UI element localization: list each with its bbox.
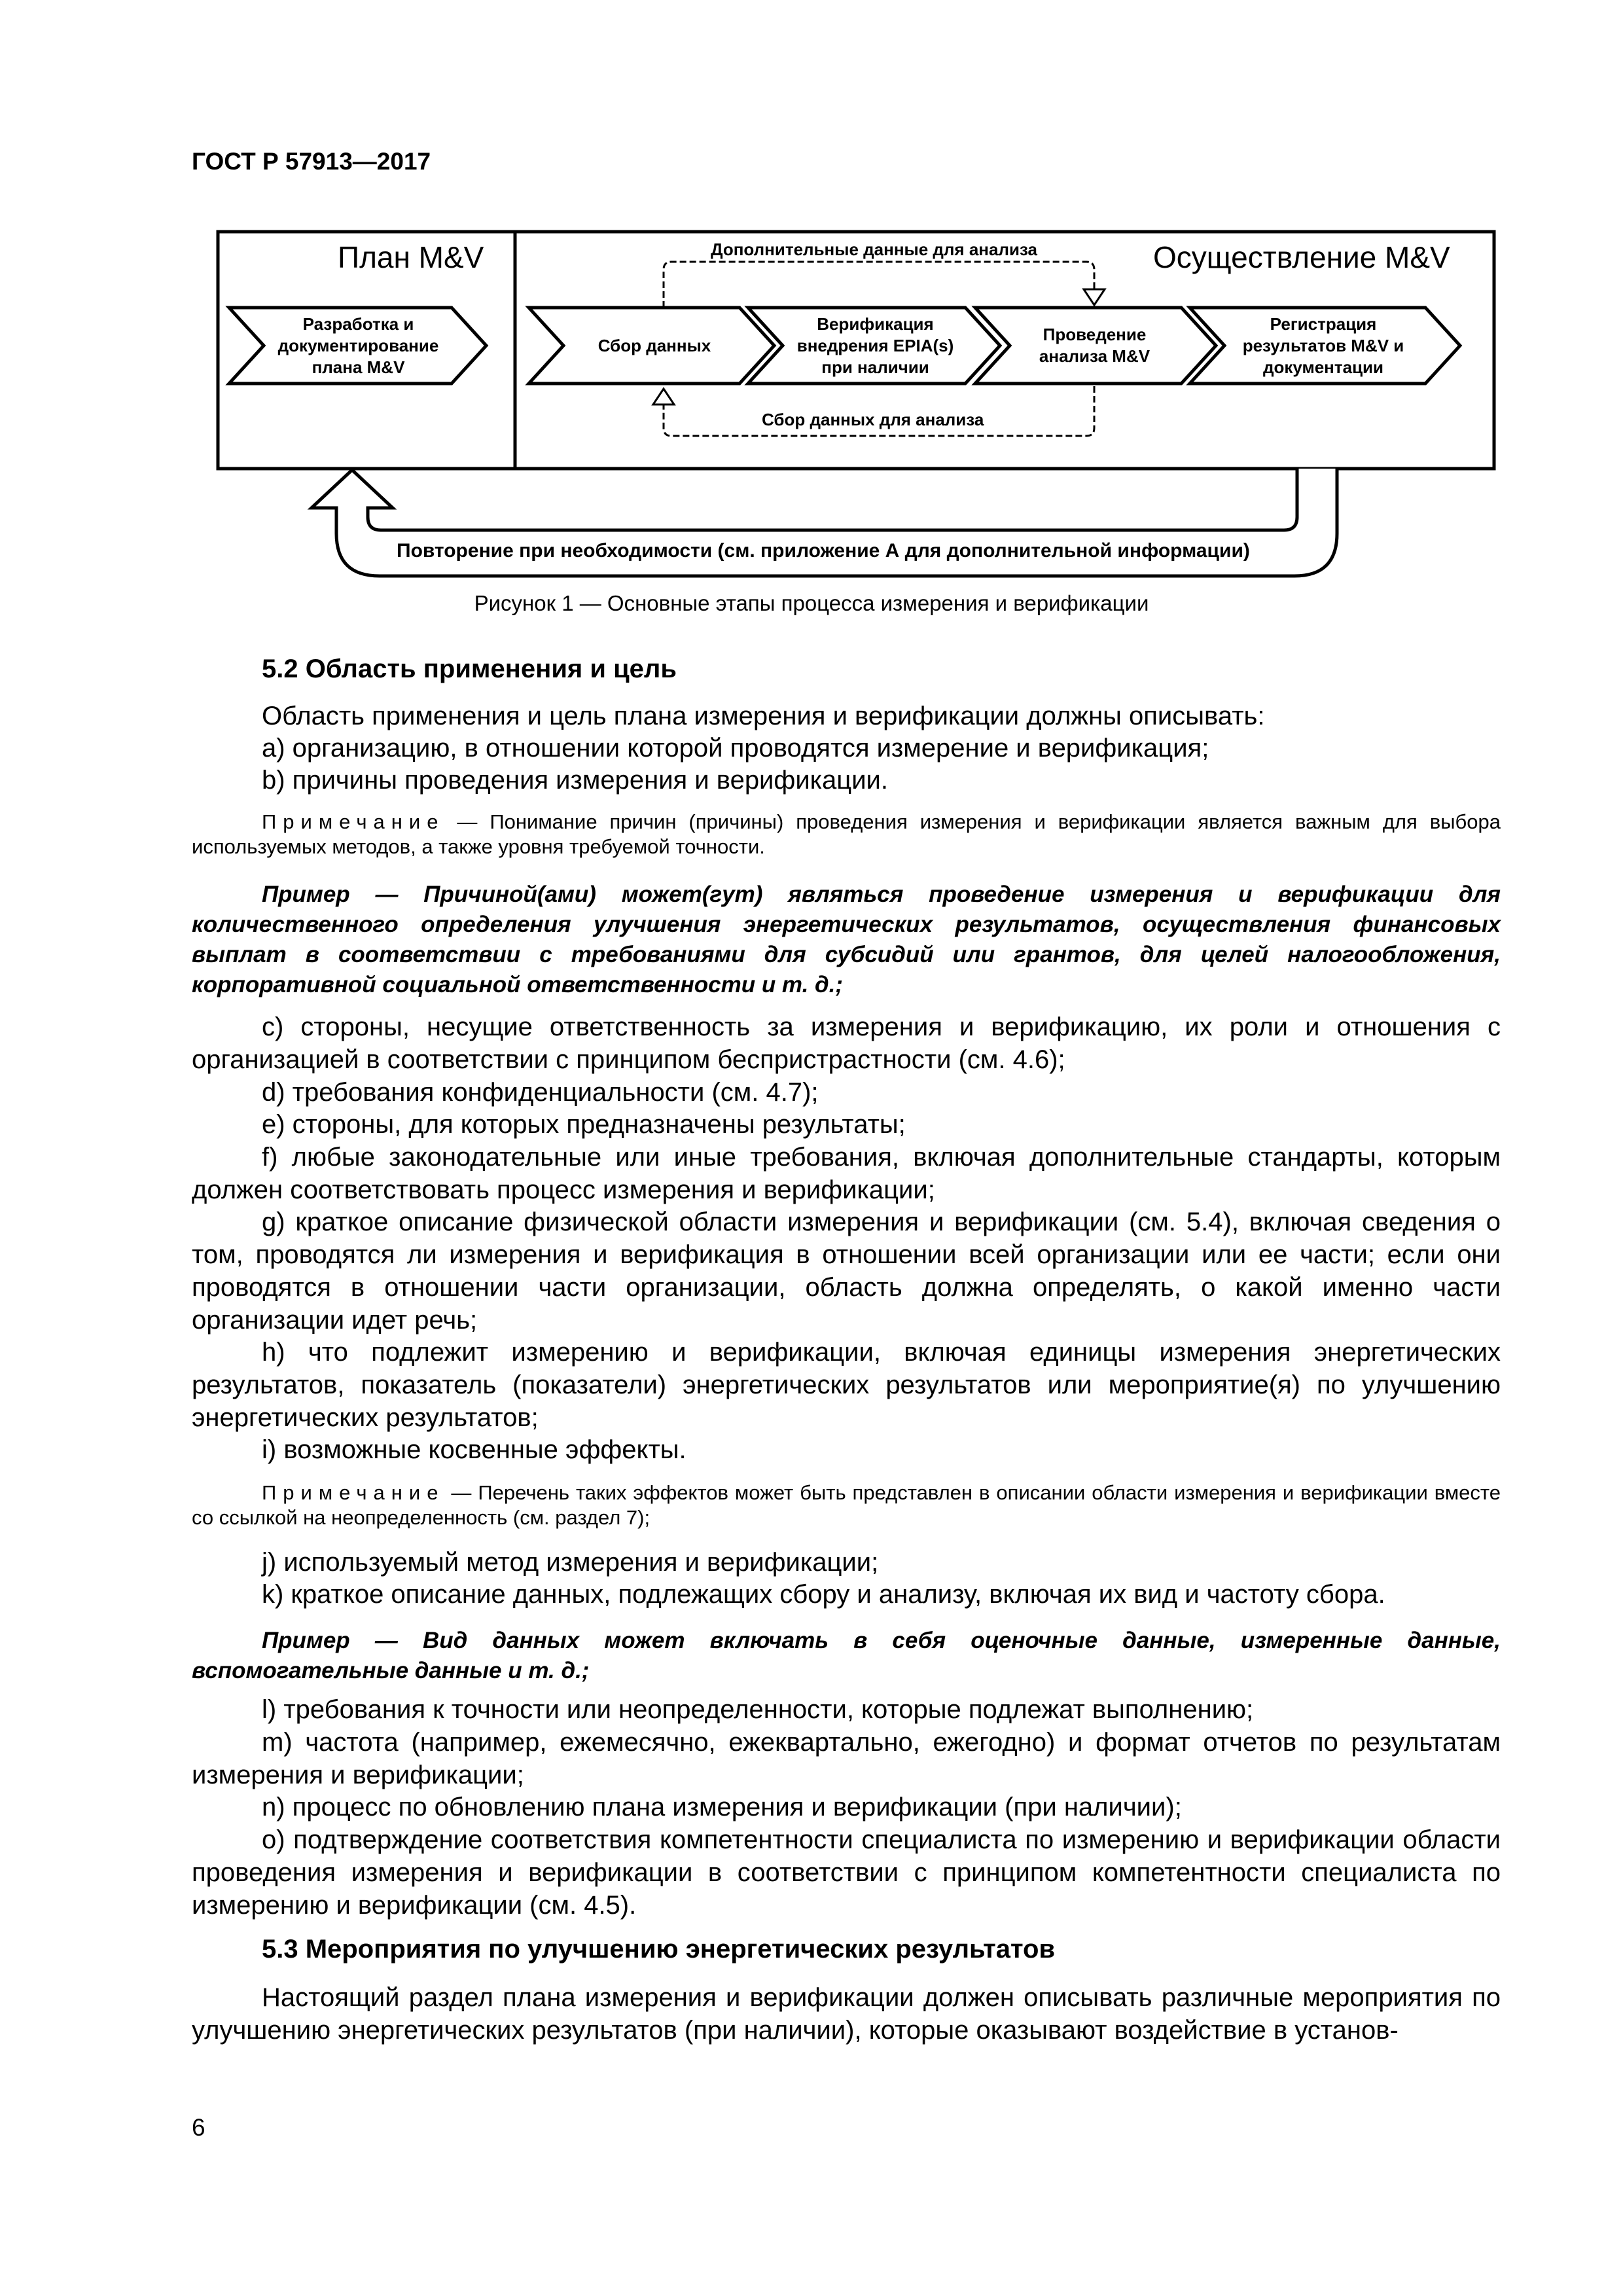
note-2 [192, 1480, 1501, 1530]
stage-analysis-label: Проведение анализа M&V [1039, 325, 1150, 366]
note-label: Примечание [262, 1481, 445, 1504]
list-item-k: k) краткое описание данных, подлежащих сбору и анализу, включая их вид и частоту сбора. [262, 1580, 1385, 1609]
stage-collect-label: Сбор данных [597, 335, 711, 355]
paragraph-intro: Область применения и цель плана измерения и верификации должны описывать: [262, 702, 1265, 730]
list-item-h: h) что подлежит измерению и верификации, включая единицы измерения энергетических результатов, показатель (показатели) энергетических результатов или мероприятие(я) по улучшению энергетических результатов; [192, 1338, 1501, 1432]
page-number: 6 [192, 2114, 205, 2141]
repeat-label: Повторение при необходимости (см. приложение А для дополнительной информации) [397, 540, 1250, 562]
list-item-i: i) возможные косвенные эффекты. [262, 1435, 687, 1464]
note-text: — Перечень таких эффектов может быть представлен в описании области измерения и верификации вместе со ссылкой на неопределенность (см. раздел 7); [192, 1481, 1501, 1529]
list-item-a: а) организацию, в отношении которой проводятся измерение и верификация; [262, 734, 1209, 762]
section-heading-5-2: 5.2 Область применения и цель [262, 655, 677, 683]
process-figure [0, 0, 1623, 655]
bottom-loop-arrowhead [653, 389, 674, 404]
stage-plan-label: Разработка и документирование плана M&V [277, 314, 439, 377]
list-item-d: d) требования конфиденциальности (см. 4.7); [262, 1078, 819, 1107]
impl-title: Осуществление M&V [1153, 240, 1450, 274]
list-item-c: с) стороны, несущие ответственность за измерения и верификацию, их роли и отношения с организацией в соответствии с принципом беспристрастности (см. 4.6); [192, 1013, 1501, 1074]
bottom-loop-label: Сбор данных для анализа [758, 410, 988, 430]
top-loop-arrowhead [1084, 289, 1105, 305]
top-loop-arrow [664, 262, 1094, 308]
example-1: Пример — Причиной(ами) может(гут) являться проведение измерения и верификации для количественного определения улучшения энергетических результатов, осуществления финансовых выплат в соответствии с требованиями для субсидий или грантов, для целей налогообложения, корпоративной социальной ответственности и т. д.; [192, 882, 1501, 997]
list-item-n: n) процесс по обновлению плана измерения и верификации (при наличии); [262, 1793, 1182, 1821]
plan-title: План M&V [338, 240, 484, 274]
list-item-f: f) любые законодательные или иные требования, включая дополнительные стандарты, которым должен соответствовать процесс измерения и верификации; [192, 1143, 1501, 1204]
stage-verify-label: Верификация внедрения EPIA(s) при наличии [796, 314, 954, 377]
list-item-o: о) подтверждение соответствия компетентности специалиста по измерению и верификации области проведения измерения и верификации в соответствии с принципом компетентности специалиста по измерению и верификации (см. 4.5). [192, 1825, 1501, 1920]
list-item-m: m) частота (например, ежемесячно, ежеквартально, ежегодно) и формат отчетов по результатам измерения и верификации; [192, 1728, 1501, 1789]
top-loop-label: Дополнительные данные для анализа [707, 240, 1041, 260]
note-1 [192, 810, 1501, 859]
note-label: Примечание [262, 810, 445, 833]
list-item-l: l) требования к точности или неопределенности, которые подлежат выполнению; [262, 1695, 1254, 1724]
list-item-b: b) причины проведения измерения и верификации. [262, 766, 888, 795]
list-item-j: j) используемый метод измерения и верификации; [262, 1548, 879, 1577]
section-heading-5-3: 5.3 Мероприятия по улучшению энергетических результатов [262, 1935, 1056, 1964]
example-2: Пример — Вид данных может включать в себя оценочные данные, измеренные данные, вспомогательные данные и т. д.; [192, 1628, 1501, 1683]
note-text: — Понимание причин (причины) проведения измерения и верификации является важным для выбора используемых методов, а также уровня требуемой точности. [192, 810, 1501, 858]
list-item-e: е) стороны, для которых предназначены результаты; [262, 1110, 906, 1139]
paragraph-5-3: Настоящий раздел плана измерения и верификации должен описывать различные мероприятия по улучшению энергетических результатов (при наличии), которые оказывают воздействие в установ- [192, 1983, 1501, 2045]
list-item-g: g) краткое описание физической области измерения и верификации (см. 5.4), включая сведения о том, проводятся ли измерения и верификация в отношении всей организации или ее части; если они проводятся в отношении части организации, область должна определять, о какой именно части организации идет речь; [192, 1208, 1501, 1335]
figure-caption: Рисунок 1 — Основные этапы процесса измерения и верификации [474, 591, 1149, 615]
stage-report-label: Регистрация результатов M&V и документации [1242, 314, 1404, 377]
document-header: ГОСТ Р 57913—2017 [192, 148, 431, 175]
